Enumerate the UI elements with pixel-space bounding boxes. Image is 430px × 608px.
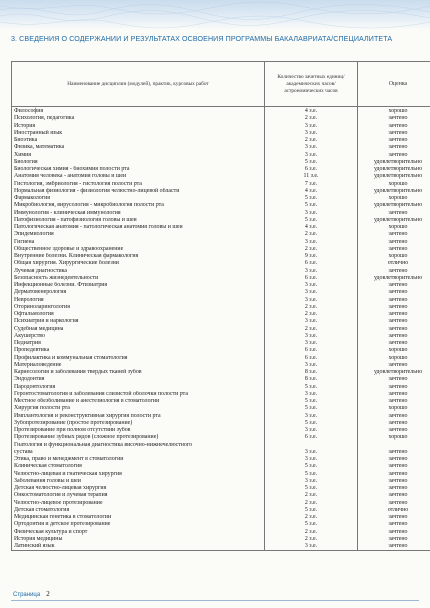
credits-cell: 3 з.е. (265, 333, 358, 340)
table-row (12, 391, 430, 398)
table-row (12, 347, 430, 354)
credits-cell: 11 з.е. (265, 173, 358, 180)
credits-cell: 2 з.е. (265, 115, 358, 122)
discipline-cell: Анатомия человека - анатомия головы и шеи (12, 173, 265, 180)
discipline-cell: Судебная медицина (12, 326, 265, 333)
table-row (12, 492, 430, 499)
table-row (12, 442, 430, 449)
grade-cell: зачтено (358, 246, 430, 253)
credits-cell: 5 з.е. (265, 217, 358, 224)
credits-cell: 3 з.е. (265, 391, 358, 398)
credits-cell: 3 з.е. (265, 210, 358, 217)
discipline-cell: Челюстно-лицевая и гнатическая хирургия (12, 471, 265, 478)
credits-cell: 6 з.е. (265, 347, 358, 354)
decorative-header-band (0, 0, 430, 30)
credits-cell: 3 з.е. (265, 268, 358, 275)
discipline-cell: Биологическая химия - биохимия полости рта (12, 166, 265, 173)
grade-cell: зачтено (358, 391, 430, 398)
discipline-cell: Внутренние болезни. Клиническая фармакология (12, 253, 265, 260)
table-row (12, 543, 430, 551)
table-row (12, 529, 430, 536)
discipline-cell: Пародонтология (12, 384, 265, 391)
grade-cell: зачтено (358, 340, 430, 347)
credits-cell: 2 з.е. (265, 529, 358, 536)
credits-cell: 3 з.е. (265, 282, 358, 289)
discipline-cell: Неврология (12, 297, 265, 304)
grade-cell: зачтено (358, 413, 430, 420)
table-row (12, 159, 430, 166)
discipline-cell: Фармакология (12, 195, 265, 202)
table-row (12, 217, 430, 224)
table-body (12, 107, 430, 551)
grade-cell: зачтено (358, 289, 430, 296)
grade-cell: зачтено (358, 543, 430, 551)
grade-cell: отлично (358, 260, 430, 267)
credits-cell: 6 з.е. (265, 355, 358, 362)
credits-cell: 3 з.е. (265, 297, 358, 304)
table-row (12, 405, 430, 412)
credits-cell: 2 з.е. (265, 231, 358, 238)
grade-cell: зачтено (358, 463, 430, 470)
credits-cell: 3 з.е. (265, 289, 358, 296)
grade-cell: зачтено (358, 456, 430, 463)
table-row (12, 463, 430, 470)
guilloche-pattern (0, 0, 430, 30)
credits-cell: 3 з.е. (265, 449, 358, 456)
table-row (12, 355, 430, 362)
page-footer (13, 590, 50, 598)
table-row (12, 507, 430, 514)
table-row (12, 384, 430, 391)
table-row (12, 311, 430, 318)
credits-cell: 2 з.е. (265, 304, 358, 311)
table-row (12, 456, 430, 463)
grade-cell: зачтено (358, 297, 430, 304)
table-row (12, 268, 430, 275)
table-row (12, 369, 430, 376)
table-row (12, 289, 430, 296)
table-row (12, 107, 430, 116)
table-row (12, 471, 430, 478)
credits-cell: 6 з.е. (265, 275, 358, 282)
table-header-row (12, 62, 430, 107)
discipline-cell: Кариесология и заболевания твердых тканей зубов (12, 369, 265, 376)
credits-cell: 6 з.е. (265, 434, 358, 441)
table-row (12, 166, 430, 173)
table-row (12, 434, 430, 441)
grade-cell: зачтено (358, 311, 430, 318)
grade-cell: удовлетворительно (358, 188, 430, 195)
discipline-cell: Ортодонтия и детское протезирование (12, 521, 265, 528)
table-row (12, 449, 430, 456)
grade-cell (358, 442, 430, 449)
credits-cell: 6 з.е. (265, 260, 358, 267)
discipline-cell: Латинский язык (12, 543, 265, 551)
table-row (12, 340, 430, 347)
discipline-cell: Имплантология и реконструктивная хирургия полости рта (12, 413, 265, 420)
discipline-cell: Профилактика и коммунальная стоматология (12, 355, 265, 362)
discipline-cell: Биоэтика (12, 137, 265, 144)
credits-cell: 5 з.е. (265, 471, 358, 478)
grade-cell: зачтено (358, 420, 430, 427)
discipline-cell: Геронтостоматология и заболевания слизистой оболочки полости рта (12, 391, 265, 398)
discipline-cell: Физическая культура и спорт (12, 529, 265, 536)
grade-cell: зачтено (358, 485, 430, 492)
grade-cell: зачтено (358, 326, 430, 333)
table-row (12, 398, 430, 405)
credits-cell: 5 з.е. (265, 521, 358, 528)
credits-cell: 4 з.е. (265, 224, 358, 231)
grade-cell: отлично (358, 507, 430, 514)
credits-cell: 3 з.е. (265, 362, 358, 369)
credits-cell: 3 з.е. (265, 130, 358, 137)
grade-cell: удовлетворительно (358, 159, 430, 166)
grade-cell: зачтено (358, 514, 430, 521)
header-discipline: Наименование дисциплин (модулей), практик, курсовых работ (12, 62, 265, 107)
table-row (12, 239, 430, 246)
table-row (12, 427, 430, 434)
table-row (12, 413, 430, 420)
grade-cell: удовлетворительно (358, 173, 430, 180)
grade-cell: зачтено (358, 427, 430, 434)
grade-cell: зачтено (358, 318, 430, 325)
grade-cell: зачтено (358, 521, 430, 528)
table-row (12, 130, 430, 137)
credits-cell: 7 з.е. (265, 181, 358, 188)
credits-cell: 3 з.е. (265, 123, 358, 130)
grade-cell: зачтено (358, 362, 430, 369)
table-row (12, 123, 430, 130)
table-row (12, 231, 430, 238)
results-table-container (11, 61, 423, 551)
credits-cell: 5 з.е. (265, 485, 358, 492)
credits-cell: 3 з.е. (265, 456, 358, 463)
page-number: 2 (46, 590, 50, 598)
grade-cell: хорошо (358, 195, 430, 202)
discipline-cell: Педиатрия (12, 340, 265, 347)
grade-cell: хорошо (358, 224, 430, 231)
table-row (12, 144, 430, 151)
grade-cell: хорошо (358, 181, 430, 188)
credits-cell: 3 з.е. (265, 413, 358, 420)
grade-cell: хорошо (358, 253, 430, 260)
credits-cell: 5 з.е. (265, 202, 358, 209)
grade-cell: зачтено (358, 478, 430, 485)
discipline-cell: Медицинская генетика в стоматологии (12, 514, 265, 521)
discipline-cell: Протезирование при полном отсутствии зубов (12, 427, 265, 434)
discipline-cell: Безопасность жизнедеятельности (12, 275, 265, 282)
credits-cell (265, 442, 358, 449)
discipline-cell: Философия (12, 107, 265, 116)
table-row (12, 246, 430, 253)
credits-cell: 3 з.е. (265, 543, 358, 551)
discipline-cell: Этика, право и менеджмент в стоматологии (12, 456, 265, 463)
credits-cell: 3 з.е. (265, 427, 358, 434)
grade-cell: хорошо (358, 434, 430, 441)
section-title: 3. СВЕДЕНИЯ О СОДЕРЖАНИИ И РЕЗУЛЬТАТАХ ОСВОЕНИЯ ПРОГРАММЫ БАКАЛАВРИАТА/СПЕЦИАЛИТЕТА (11, 35, 393, 43)
credits-cell: 2 з.е. (265, 137, 358, 144)
credits-cell: 9 з.е. (265, 253, 358, 260)
discipline-cell: Патологическая анатомия - патологическая анатомия головы и шеи (12, 224, 265, 231)
table-row (12, 420, 430, 427)
discipline-cell: Микробиология, вирусология - микробиология полости рта (12, 202, 265, 209)
page-label: Страница (13, 592, 41, 598)
table-row (12, 152, 430, 159)
credits-cell: 3 з.е. (265, 340, 358, 347)
grade-cell: зачтено (358, 384, 430, 391)
table-row (12, 521, 430, 528)
discipline-cell: Челюстно-лицевое протезирование (12, 500, 265, 507)
discipline-cell: Зубопротезирование (простое протезирование) (12, 420, 265, 427)
credits-cell: 6 з.е. (265, 166, 358, 173)
discipline-cell: Нормальная физиология - физиология челюстно-лицевой области (12, 188, 265, 195)
credits-cell: 5 з.е. (265, 398, 358, 405)
grade-cell: зачтено (358, 123, 430, 130)
table-row (12, 137, 430, 144)
credits-cell: 5 з.е. (265, 384, 358, 391)
discipline-cell: История (12, 123, 265, 130)
grade-cell: зачтено (358, 130, 430, 137)
discipline-cell: Общественное здоровье и здравоохранение (12, 246, 265, 253)
discipline-cell: Гнатология и функциональная диагностика височно-нижнечелюстного (12, 442, 265, 449)
grade-cell: зачтено (358, 268, 430, 275)
discipline-cell: Заболевания головы и шеи (12, 478, 265, 485)
discipline-cell: Материаловедение (12, 362, 265, 369)
table-row (12, 333, 430, 340)
credits-cell: 2 з.е. (265, 514, 358, 521)
table-row (12, 500, 430, 507)
grade-cell: зачтено (358, 449, 430, 456)
credits-cell: 4 з.е. (265, 188, 358, 195)
discipline-cell: Протезирование зубных рядов (сложное протезирование) (12, 434, 265, 441)
grade-cell: удовлетворительно (358, 369, 430, 376)
credits-cell: 2 з.е. (265, 326, 358, 333)
header-credits: Количество зачетных единиц/академических часов/астрономических часов (265, 62, 358, 107)
discipline-cell: Местное обезболивание и анестезиология в стоматологии (12, 398, 265, 405)
grade-cell: зачтено (358, 500, 430, 507)
grade-cell: зачтено (358, 529, 430, 536)
table-row (12, 304, 430, 311)
discipline-cell: Детская челюстно-лицевая хирургия (12, 485, 265, 492)
discipline-cell: Эндодонтия (12, 376, 265, 383)
discipline-cell: Лучевая диагностика (12, 268, 265, 275)
credits-cell: 3 з.е. (265, 152, 358, 159)
discipline-cell: сустава (12, 449, 265, 456)
grade-cell: зачтено (358, 239, 430, 246)
credits-cell: 4 з.е. (265, 107, 358, 116)
credits-cell: 2 з.е. (265, 500, 358, 507)
table-row (12, 536, 430, 543)
discipline-cell: Патофизиология - патофизиология головы и шеи (12, 217, 265, 224)
credits-cell: 2 з.е. (265, 492, 358, 499)
discipline-cell: Хирургия полости рта (12, 405, 265, 412)
discipline-cell: Пропедевтика (12, 347, 265, 354)
credits-cell: 3 з.е. (265, 478, 358, 485)
discipline-cell: Химия (12, 152, 265, 159)
table-row (12, 297, 430, 304)
table-row (12, 318, 430, 325)
discipline-cell: Психиатрия и наркология (12, 318, 265, 325)
credits-cell: 5 з.е. (265, 159, 358, 166)
table-row (12, 260, 430, 267)
discipline-cell: История медицины (12, 536, 265, 543)
table-row (12, 195, 430, 202)
grade-cell: зачтено (358, 304, 430, 311)
results-table (11, 61, 430, 551)
table-row (12, 275, 430, 282)
discipline-cell: Офтальмология (12, 311, 265, 318)
credits-cell: 8 з.е. (265, 369, 358, 376)
discipline-cell: Оториноларингология (12, 304, 265, 311)
header-grade: Оценка (358, 62, 430, 107)
grade-cell: зачтено (358, 282, 430, 289)
discipline-cell: Иностранный язык (12, 130, 265, 137)
discipline-cell: Онкостоматология и лучевая терапия (12, 492, 265, 499)
credits-cell: 3 з.е. (265, 239, 358, 246)
grade-cell: зачтено (358, 137, 430, 144)
credits-cell: 3 з.е. (265, 144, 358, 151)
grade-cell: хорошо (358, 355, 430, 362)
credits-cell: 2 з.е. (265, 246, 358, 253)
table-row (12, 224, 430, 231)
grade-cell: зачтено (358, 144, 430, 151)
discipline-cell: Инфекционные болезни. Фтизиатрия (12, 282, 265, 289)
grade-cell: зачтено (358, 115, 430, 122)
grade-cell: удовлетворительно (358, 166, 430, 173)
grade-cell: зачтено (358, 376, 430, 383)
table-row (12, 173, 430, 180)
grade-cell: удовлетворительно (358, 217, 430, 224)
discipline-cell: Физика, математика (12, 144, 265, 151)
credits-cell: 2 з.е. (265, 311, 358, 318)
table-row (12, 362, 430, 369)
discipline-cell: Дерматовенерология (12, 289, 265, 296)
footer-divider (11, 600, 419, 601)
credits-cell: 5 з.е. (265, 405, 358, 412)
discipline-cell: Гистология, эмбриология - гистология полости рта (12, 181, 265, 188)
grade-cell: зачтено (358, 333, 430, 340)
table-row (12, 282, 430, 289)
grade-cell: хорошо (358, 107, 430, 116)
discipline-cell: Иммунология - клиническая иммунология (12, 210, 265, 217)
credits-cell: 2 з.е. (265, 536, 358, 543)
grade-cell: зачтено (358, 492, 430, 499)
discipline-cell: Общая хирургия. Хирургические болезни (12, 260, 265, 267)
table-row (12, 376, 430, 383)
discipline-cell: Психология, педагогика (12, 115, 265, 122)
credits-cell: 5 з.е. (265, 420, 358, 427)
grade-cell: зачтено (358, 536, 430, 543)
credits-cell: 8 з.е. (265, 376, 358, 383)
discipline-cell: Гигиена (12, 239, 265, 246)
table-row (12, 326, 430, 333)
discipline-cell: Детская стоматология (12, 507, 265, 514)
grade-cell: хорошо (358, 405, 430, 412)
credits-cell: 5 з.е. (265, 507, 358, 514)
credits-cell: 5 з.е. (265, 195, 358, 202)
table-row (12, 478, 430, 485)
table-row (12, 253, 430, 260)
credits-cell: 5 з.е. (265, 463, 358, 470)
credits-cell: 3 з.е. (265, 318, 358, 325)
discipline-cell: Биология (12, 159, 265, 166)
discipline-cell: Акушерство (12, 333, 265, 340)
grade-cell: удовлетворительно (358, 202, 430, 209)
grade-cell: зачтено (358, 152, 430, 159)
grade-cell: хорошо (358, 347, 430, 354)
discipline-cell: Клиническая стоматология (12, 463, 265, 470)
grade-cell: зачтено (358, 471, 430, 478)
table-row (12, 210, 430, 217)
table-row (12, 202, 430, 209)
table-row (12, 115, 430, 122)
table-row (12, 485, 430, 492)
discipline-cell: Эпидемиология (12, 231, 265, 238)
table-row (12, 188, 430, 195)
grade-cell: зачтено (358, 210, 430, 217)
table-row (12, 514, 430, 521)
table-row (12, 181, 430, 188)
grade-cell: зачтено (358, 398, 430, 405)
grade-cell: удовлетворительно (358, 275, 430, 282)
grade-cell: зачтено (358, 231, 430, 238)
